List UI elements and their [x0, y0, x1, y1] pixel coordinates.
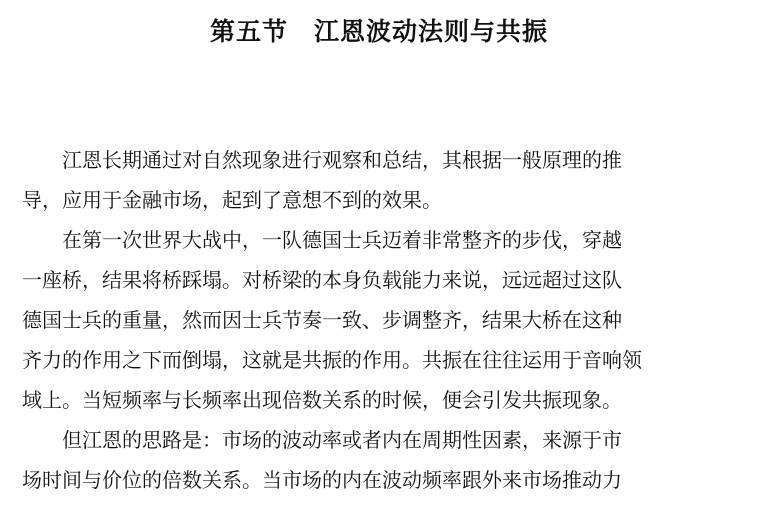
paragraph-2-line-5: 域上。当短频率与长频率出现倍数关系的时候，便会引发共振现象。: [22, 388, 622, 412]
paragraph-3-line-1: 但江恩的思路是：市场的波动率或者内在周期性因素，来源于市: [62, 428, 622, 452]
paragraph-2-line-2: 一座桥，结果将桥踩塌。对桥梁的本身负载能力来说，远远超过这队: [22, 268, 622, 292]
section-title: 第五节 江恩波动法则与共振: [209, 17, 548, 46]
paragraph-2-line-3: 德国士兵的重量，然而因士兵节奏一致、步调整齐，结果大桥在这种: [22, 308, 622, 332]
paragraph-2-line-1: 在第一次世界大战中，一队德国士兵迈着非常整齐的步伐，穿越: [62, 228, 622, 252]
paragraph-1-line-1: 江恩长期通过对自然现象进行观察和总结，其根据一般原理的推: [62, 148, 622, 172]
paragraph-1-line-2: 导，应用于金融市场，起到了意想不到的效果。: [22, 188, 442, 212]
paragraph-3-line-2: 场时间与价位的倍数关系。当市场的内在波动频率跟外来市场推动力: [22, 468, 622, 492]
paragraph-2-line-4: 齐力的作用之下而倒塌，这就是共振的作用。共振在往往运用于音响领: [22, 348, 642, 372]
body-text: [22, 140, 744, 500]
